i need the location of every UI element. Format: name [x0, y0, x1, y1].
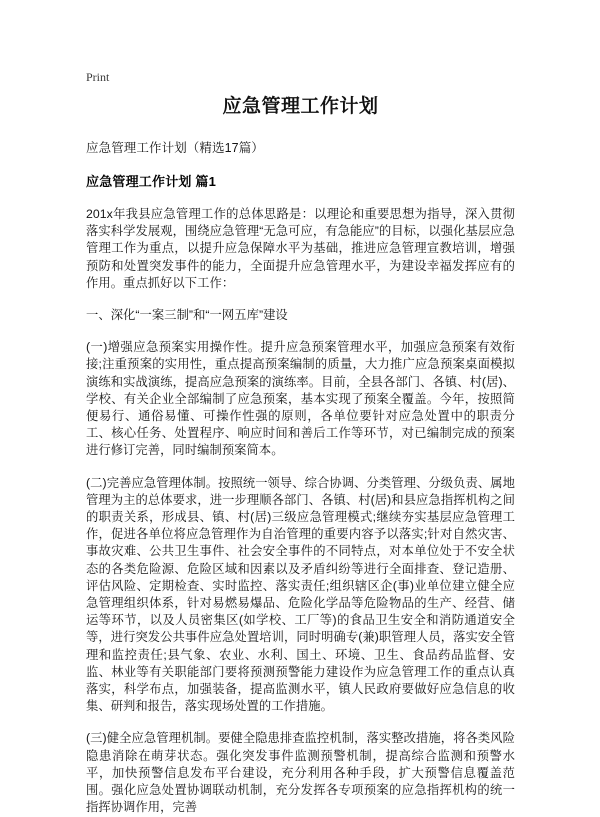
print-toolbar [86, 68, 109, 86]
paragraph-item-1: (一)增强应急预案实用操作性。提升应急预案管理水平，加强应急预案有效衔接;注重预案的实用性，重点提高预案编制的质量，大力推广应急预案桌面模拟演练和实战演练，提高应急预案的演练率。目前，全县各部门、各镇、村(居)、学校、有关企业全部编制了应急预案，基本实现了预案全覆盖。今年，按照简便易行、通俗易懂、可操作性强的原则，各单位要针对应急处置中的职责分工、核心任务、处置程序、响应时间和善后工作等环节，对已编制完成的预案进行修订完善，同时编制预案简本。 [86, 340, 515, 458]
paragraph-intro: 201x年我县应急管理工作的总体思路是：以理论和重要思想为指导，深入贯彻落实科学发展观，围绕应急管理“无急可应，有急能应”的目标，以强化基层应急管理工作为重点，以提升应急保障水平为基础，推进应急管理宣教培训，增强预防和处置突发事件的能力，全面提升应急管理水平，为建设幸福发挥应有的作用。重点抓好以下工作： [86, 207, 515, 290]
print-button[interactable]: Print [86, 70, 110, 84]
document-subtitle: 应急管理工作计划（精选17篇） [86, 141, 264, 155]
document-title: 应急管理工作计划 [222, 96, 379, 117]
document-body [86, 94, 515, 817]
paragraph-item-3: (三)健全应急管理机制。要健全隐患排查监控机制，落实整改措施，将各类风险隐患消除在萌芽状态。强化突发事件监测预警机制，提高综合监测和预警水平，加快预警信息发布平台建设，充分利用各种手段，扩大预警信息覆盖范围。强化应急处置协调联动机制，充分发挥各专项预案的应急指挥机构的统一指挥协调作用，完善 [86, 731, 515, 815]
paragraph-subheading-1: 一、深化“一案三制”和“一网五库”建设 [86, 308, 288, 323]
section-heading: 应急管理工作计划 篇1 [86, 174, 217, 189]
paragraph-item-2: (二)完善应急管理体制。按照统一领导、综合协调、分类管理、分级负责、属地管理为主的总体要求，进一步理顺各部门、各镇、村(居)和县应急指挥机构之间的职责关系，形成县、镇、村(居)三级应急管理模式;继续夯实基层应急管理工作，促进各单位将应急管理作为自治管理的重要内容予以落实;针对自然灾害、事故灾难、公共卫生事件、社会安全事件的不同特点，对本单位处于不安全状态的各类危险源、危险区域和因素以及矛盾纠纷等进行全面排查、登记造册、评估风险、定期检查、实时监控、落实责任;组织辖区企(事)业单位建立健全应急管理组织体系，针对易燃易爆品、危险化学品等危险物品的生产、经营、储运等环节，以及人员密集区(如学校、工厂等)的食品卫生安全和消防通道安全等，进行突发公共事件应急处置培训，同时明确专(兼)职管理人员，落实安全管理和监控责任;县气象、农业、水利、国土、环境、卫生、食品药品监督、安监、林业等有关职能部门要将预测预警能力建设作为应急管理工作的重点认真落实，科学布点，加强装备，提高监测水平，镇人民政府要做好应急信息的收集、研判和报告，落实现场处置的工作措施。 [86, 475, 515, 714]
